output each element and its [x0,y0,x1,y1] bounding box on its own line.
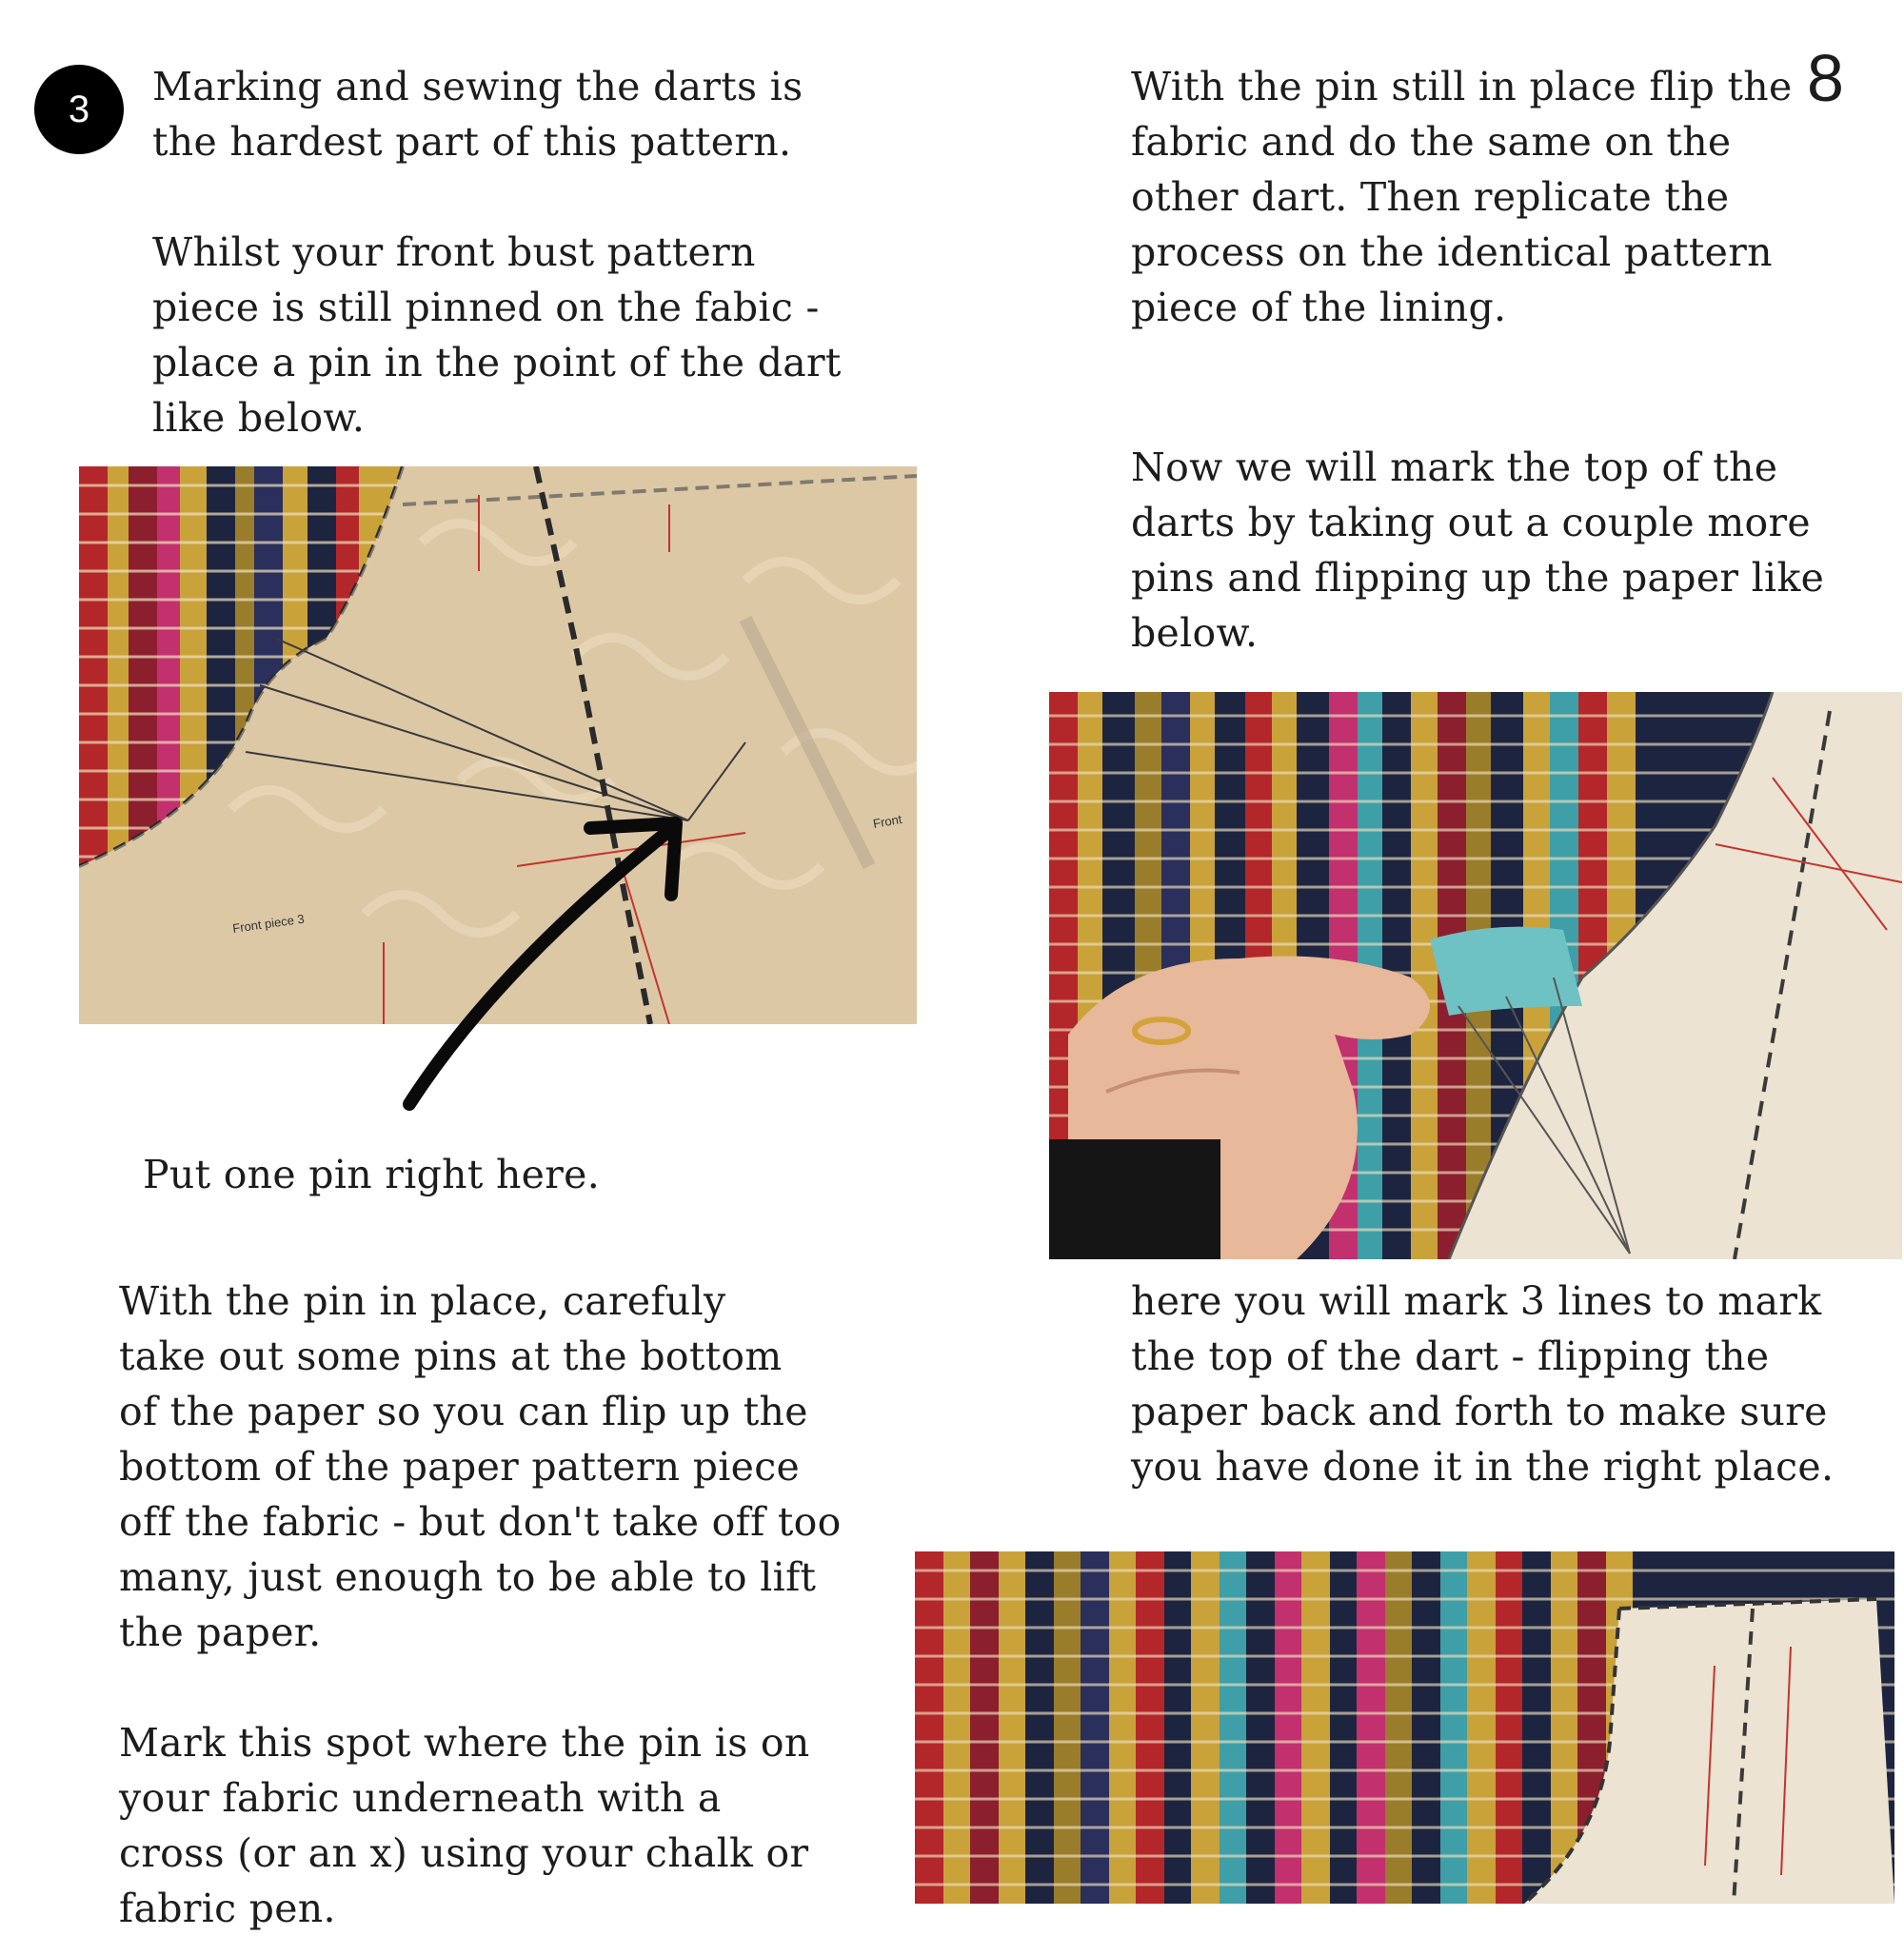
mark-line-1: Mark this spot where the pin is on [119,1720,810,1766]
three-lines-line-1: here you will mark 3 lines to mark [1131,1278,1822,1324]
front-short-label: Front [871,811,903,831]
page-number: 8 [1807,41,1844,115]
flip-line-7: the paper. [119,1610,322,1655]
top-line-1: Now we will mark the top of the [1131,444,1778,490]
three-lines-line-4: you have done it in the right place. [1131,1444,1835,1490]
step-number-badge: 3 [34,65,124,154]
flip-line-1: With the pin in place, carefuly [119,1278,726,1324]
mark-line-3: cross (or an x) using your chalk or [119,1830,809,1876]
flip-line-4: bottom of the paper pattern piece [119,1444,801,1490]
intro-line-1: Marking and sewing the darts is [152,64,803,109]
pointer-arrow-icon [381,800,704,1123]
intro-line-2: the hardest part of this pattern. [152,119,792,165]
photo1-caption: Put one pin right here. [143,1152,601,1197]
pin-line-4: like below. [152,395,366,441]
flip-line-5: off the fabric - but don't take off too [119,1499,842,1545]
mark-line-2: your fabric underneath with a [119,1775,722,1821]
replicate-line-5: piece of the lining. [1131,285,1507,330]
replicate-line-4: process on the identical pattern [1131,229,1773,275]
pin-line-3: place a pin in the point of the dart [152,340,842,385]
flip-line-6: many, just enough to be able to lift [119,1554,817,1600]
pin-line-1: Whilst your front bust pattern [152,229,756,275]
three-lines-line-2: the top of the dart - flipping the [1131,1333,1770,1379]
flip-line-3: of the paper so you can flip up the [119,1389,808,1434]
front-piece-label: Front piece 3 [231,911,306,936]
top-line-4: below. [1131,610,1259,656]
top-line-3: pins and flipping up the paper like [1131,555,1825,601]
flip-line-2: take out some pins at the bottom [119,1333,783,1379]
pin-line-2: piece is still pinned on the fabic - [152,285,820,330]
photo-pattern-on-rug [915,1551,1894,1904]
photo-flipping-paper [1049,692,1902,1259]
replicate-line-3: other dart. Then replicate the [1131,174,1730,220]
top-line-2: darts by taking out a couple more [1131,500,1811,545]
three-lines-line-3: paper back and forth to make sure [1131,1389,1828,1434]
mark-line-4: fabric pen. [119,1886,336,1931]
replicate-line-1: With the pin still in place flip the [1131,64,1793,109]
replicate-line-2: fabric and do the same on the [1131,119,1732,165]
